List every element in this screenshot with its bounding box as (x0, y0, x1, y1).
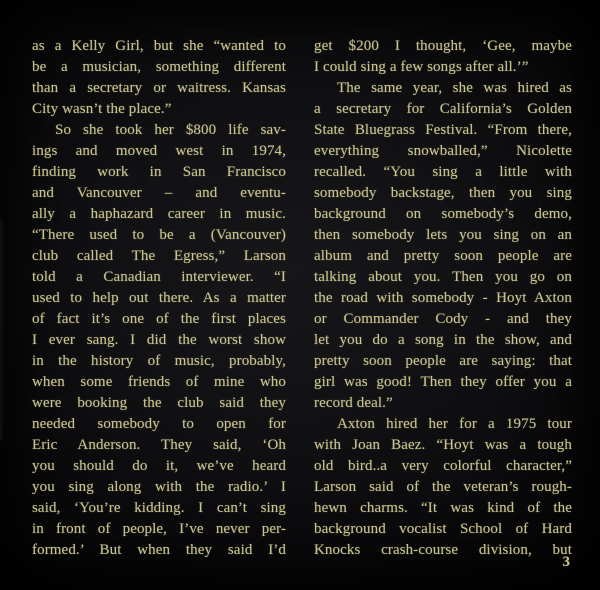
scanner-edge-artifact (0, 220, 5, 440)
text-line: get $200 I thought, ‘Gee, maybe (314, 38, 572, 54)
text-line: album and pretty soon people are (314, 248, 572, 264)
text-line: Eric Anderson. They said, ‘Oh (32, 437, 286, 453)
text-line: be a musician, something different (32, 59, 286, 75)
text-line: with Joan Baez. “Hoyt was a tough (314, 437, 572, 453)
text-line: record deal.” (314, 395, 393, 411)
text-line: recalled. “You sing a little with (314, 164, 572, 180)
text-line: told a Canadian interviewer. “I (32, 269, 286, 285)
text-line: then somebody lets you sing on an (314, 227, 572, 243)
text-line: Axton hired her for a 1975 tour (337, 416, 572, 432)
text-line: The same year, she was hired as (337, 80, 572, 96)
page-number: 3 (562, 554, 570, 570)
text-line: formed.’ But when they said I’d (32, 542, 286, 558)
text-line: everything snowballed,” Nicolette (314, 143, 572, 159)
page-content (32, 36, 572, 561)
text-line: you should do it, we’ve heard (32, 458, 286, 474)
text-line: said, ‘You’re kidding. I can’t sing (32, 500, 286, 516)
text-line: as a Kelly Girl, but she “wanted to (32, 38, 286, 54)
text-line: a secretary for California’s Golden (314, 101, 572, 117)
text-line: girl was good! Then they offer you a (314, 374, 572, 390)
text-line: than a secretary or waitress. Kansas (32, 80, 286, 96)
text-line: of fact it’s one of the first places (32, 311, 286, 327)
text-line: old bird..a very colorful character,” (314, 458, 572, 474)
text-line: in the history of music, probably, (32, 353, 286, 369)
text-line: finding work in San Francisco (32, 164, 286, 180)
text-line: in front of people, I’ve never per- (32, 521, 286, 537)
column-right (314, 36, 572, 561)
text-line: let you do a song in the show, and (314, 332, 572, 348)
text-line: somebody backstage, then you sing (314, 185, 572, 201)
text-line: ally a haphazard career in music. (32, 206, 286, 222)
column-left (32, 36, 286, 561)
text-line: talking about you. Then you go on (314, 269, 572, 285)
text-line: City wasn’t the place.” (32, 101, 172, 117)
text-line: club called The Egress,” Larson (32, 248, 286, 264)
text-line: ings and moved west in 1974, (32, 143, 286, 159)
text-line: Larson said of the veteran’s rough- (314, 479, 572, 495)
text-line: the road with somebody - Hoyt Axton (314, 290, 572, 306)
text-line: pretty soon people are saying: that (314, 353, 572, 369)
text-line: Knocks crash-course division, but (314, 542, 572, 558)
text-line: you sing along with the radio.’ I (32, 479, 286, 495)
text-line: I could sing a few songs after all.’” (314, 59, 529, 75)
text-line: I ever sang. I did the worst show (32, 332, 286, 348)
text-line: or Commander Cody - and they (314, 311, 572, 327)
text-line: were booking the club said they (32, 395, 286, 411)
text-line: background vocalist School of Hard (314, 521, 572, 537)
text-line: and Vancouver – and eventu- (32, 185, 286, 201)
text-line: hewn charms. “It was kind of the (314, 500, 572, 516)
text-line: background on somebody’s demo, (314, 206, 572, 222)
text-line: So she took her $800 life sav- (55, 122, 286, 138)
text-line: when some friends of mine who (32, 374, 286, 390)
text-line: State Bluegrass Festival. “From there, (314, 122, 572, 138)
text-line: used to help out there. As a matter (32, 290, 286, 306)
text-line: needed somebody to open for (32, 416, 286, 432)
text-line: “There used to be a (Vancouver) (32, 227, 286, 243)
